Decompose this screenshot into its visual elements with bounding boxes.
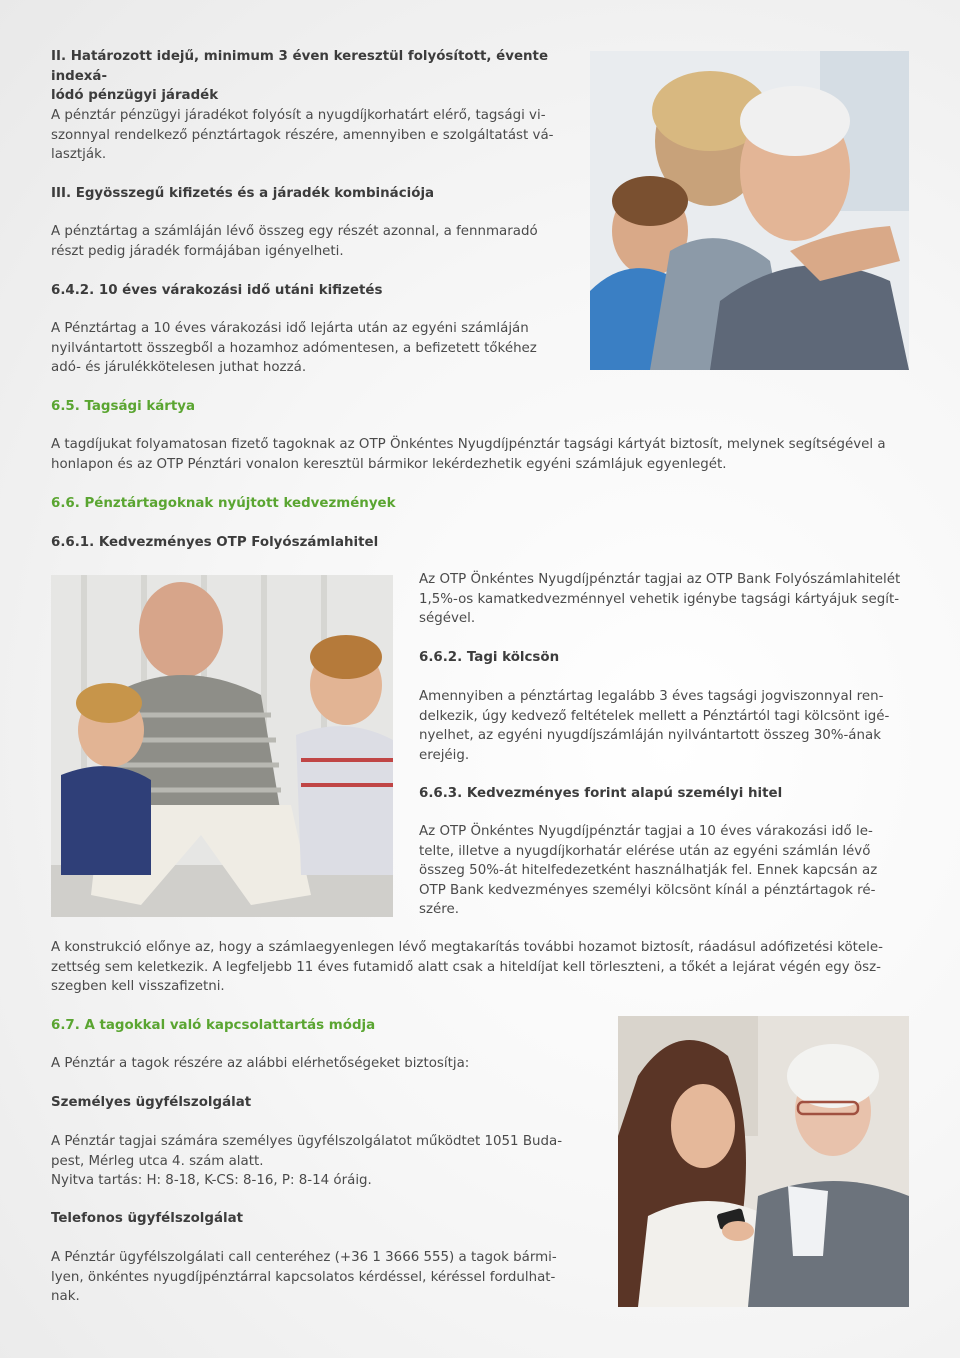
section-ii-text: A pénztár pénzügyi járadékot folyósít a nyugdíjkorhatárt elérő, tagsági vi- szonnyal rendelkező pénztártagok részére, amennyiben e szolgáltatást vá- lasztják. [51,108,554,162]
section-663-text: Az OTP Önkéntes Nyugdíjpénztár tagjai a 10 éves várakozási idő le- telte, illetve a nyugdíjkorhatár elérése után az egyéni számlán lévő összeg 50%-át hitelfedezetként használhatják fel. Ennek kapcsán az OTP Bank kedvezményes személyi kölcsönt kínál a pénztártagok ré- szére. [419,824,878,917]
section-642-title: 6.4.2. 10 éves várakozási idő utáni kifizetés [51,283,383,298]
personal-service-text: A Pénztár tagjai számára személyes ügyfélszolgálatot működtet 1051 Buda- pest, Mérleg utca 4. szám alatt. Nyitva tartás: H: 8-18, K-CS: 8-16, P: 8-14 óráig. [51,1134,563,1188]
section-iii-title: III. Egyösszegű kifizetés és a járadék kombinációja [51,186,435,201]
section-663-title: 6.6.3. Kedvezményes forint alapú személyi hitel [419,786,783,801]
section-ii-title: II. Határozott idejű, minimum 3 éven keresztül folyósított, évente indexá- lódó pénzügyi járadék [51,49,549,103]
grandfather-photo [51,575,393,917]
section-65-text: A tagdíjukat folyamatosan fizető tagoknak az OTP Önkéntes Nyugdíjpénztár tagsági kártyát biztosít, melynek segítségével a honlapon és az OTP Pénztári vonalon keresztül bármikor lekérdezhetik egyéni számlájuk egyenlegét. [51,437,886,472]
section-662-text: Amennyiben a pénztártag legalább 3 éves tagsági jogviszonnyal ren- delkezik, úgy kedvező feltételek mellett a Pénztártól tagi kölcsönt igé- nyelhet, az egyéni nyugdíjszámláján nyilvántartott összeg 30%-ának erejéig. [419,689,890,763]
phone-service-title: Telefonos ügyfélszolgálat [51,1211,244,1226]
phone-service-text: A Pénztár ügyfélszolgálati call centeréhez (+36 1 3666 555) a tagok bármi- lyen, önkéntes nyugdíjpénztárral kapcsolatos kérdéssel, kéréssel fordulhat- nak. [51,1250,557,1304]
section-iii-text: A pénztártag a számláján lévő összeg egy részét azonnal, a fennmaradó részt pedig járadék formájában igényelheti. [51,224,538,259]
section-662-title: 6.6.2. Tagi kölcsön [419,650,560,665]
personal-service-title: Személyes ügyfélszolgálat [51,1095,252,1110]
family-photo [590,51,909,370]
section-663-more: A konstrukció előnye az, hogy a számlaegyenlegen lévő megtakarítás további hozamot biztosít, ráadásul adófizetési kötele- zettség sem keletkezik. A legfeljebb 11 éves futamidő alatt csak a hiteldíjat kell törleszteni, a tőkét a lejárat végén egy ösz- szegben kell visszafizetni. [51,940,883,994]
section-661-text: Az OTP Önkéntes Nyugdíjpénztár tagjai az OTP Bank Folyószámlahitelét 1,5%-os kamatkedvezménnyel vehetik igénybe tagsági kártyájuk segít- ségével. [419,572,901,626]
section-642-text: A Pénztártag a 10 éves várakozási idő lejárta után az egyéni számláján nyilvántartott összegből a hozamhoz adómentesen, a befizetett tőkéhez adó- és járulékkötelesen juthat hozzá. [51,321,537,375]
section-67-text: A Pénztár a tagok részére az alábbi elérhetőségeket biztosítja: [51,1056,470,1071]
section-65-title: 6.5. Tagsági kártya [51,399,196,414]
section-67-title: 6.7. A tagokkal való kapcsolattartás módja [51,1018,376,1033]
section-661-title: 6.6.1. Kedvezményes OTP Folyószámlahitel [51,535,379,550]
section-66-title: 6.6. Pénztártagoknak nyújtott kedvezmények [51,496,396,511]
women-phone-photo [618,1016,909,1307]
